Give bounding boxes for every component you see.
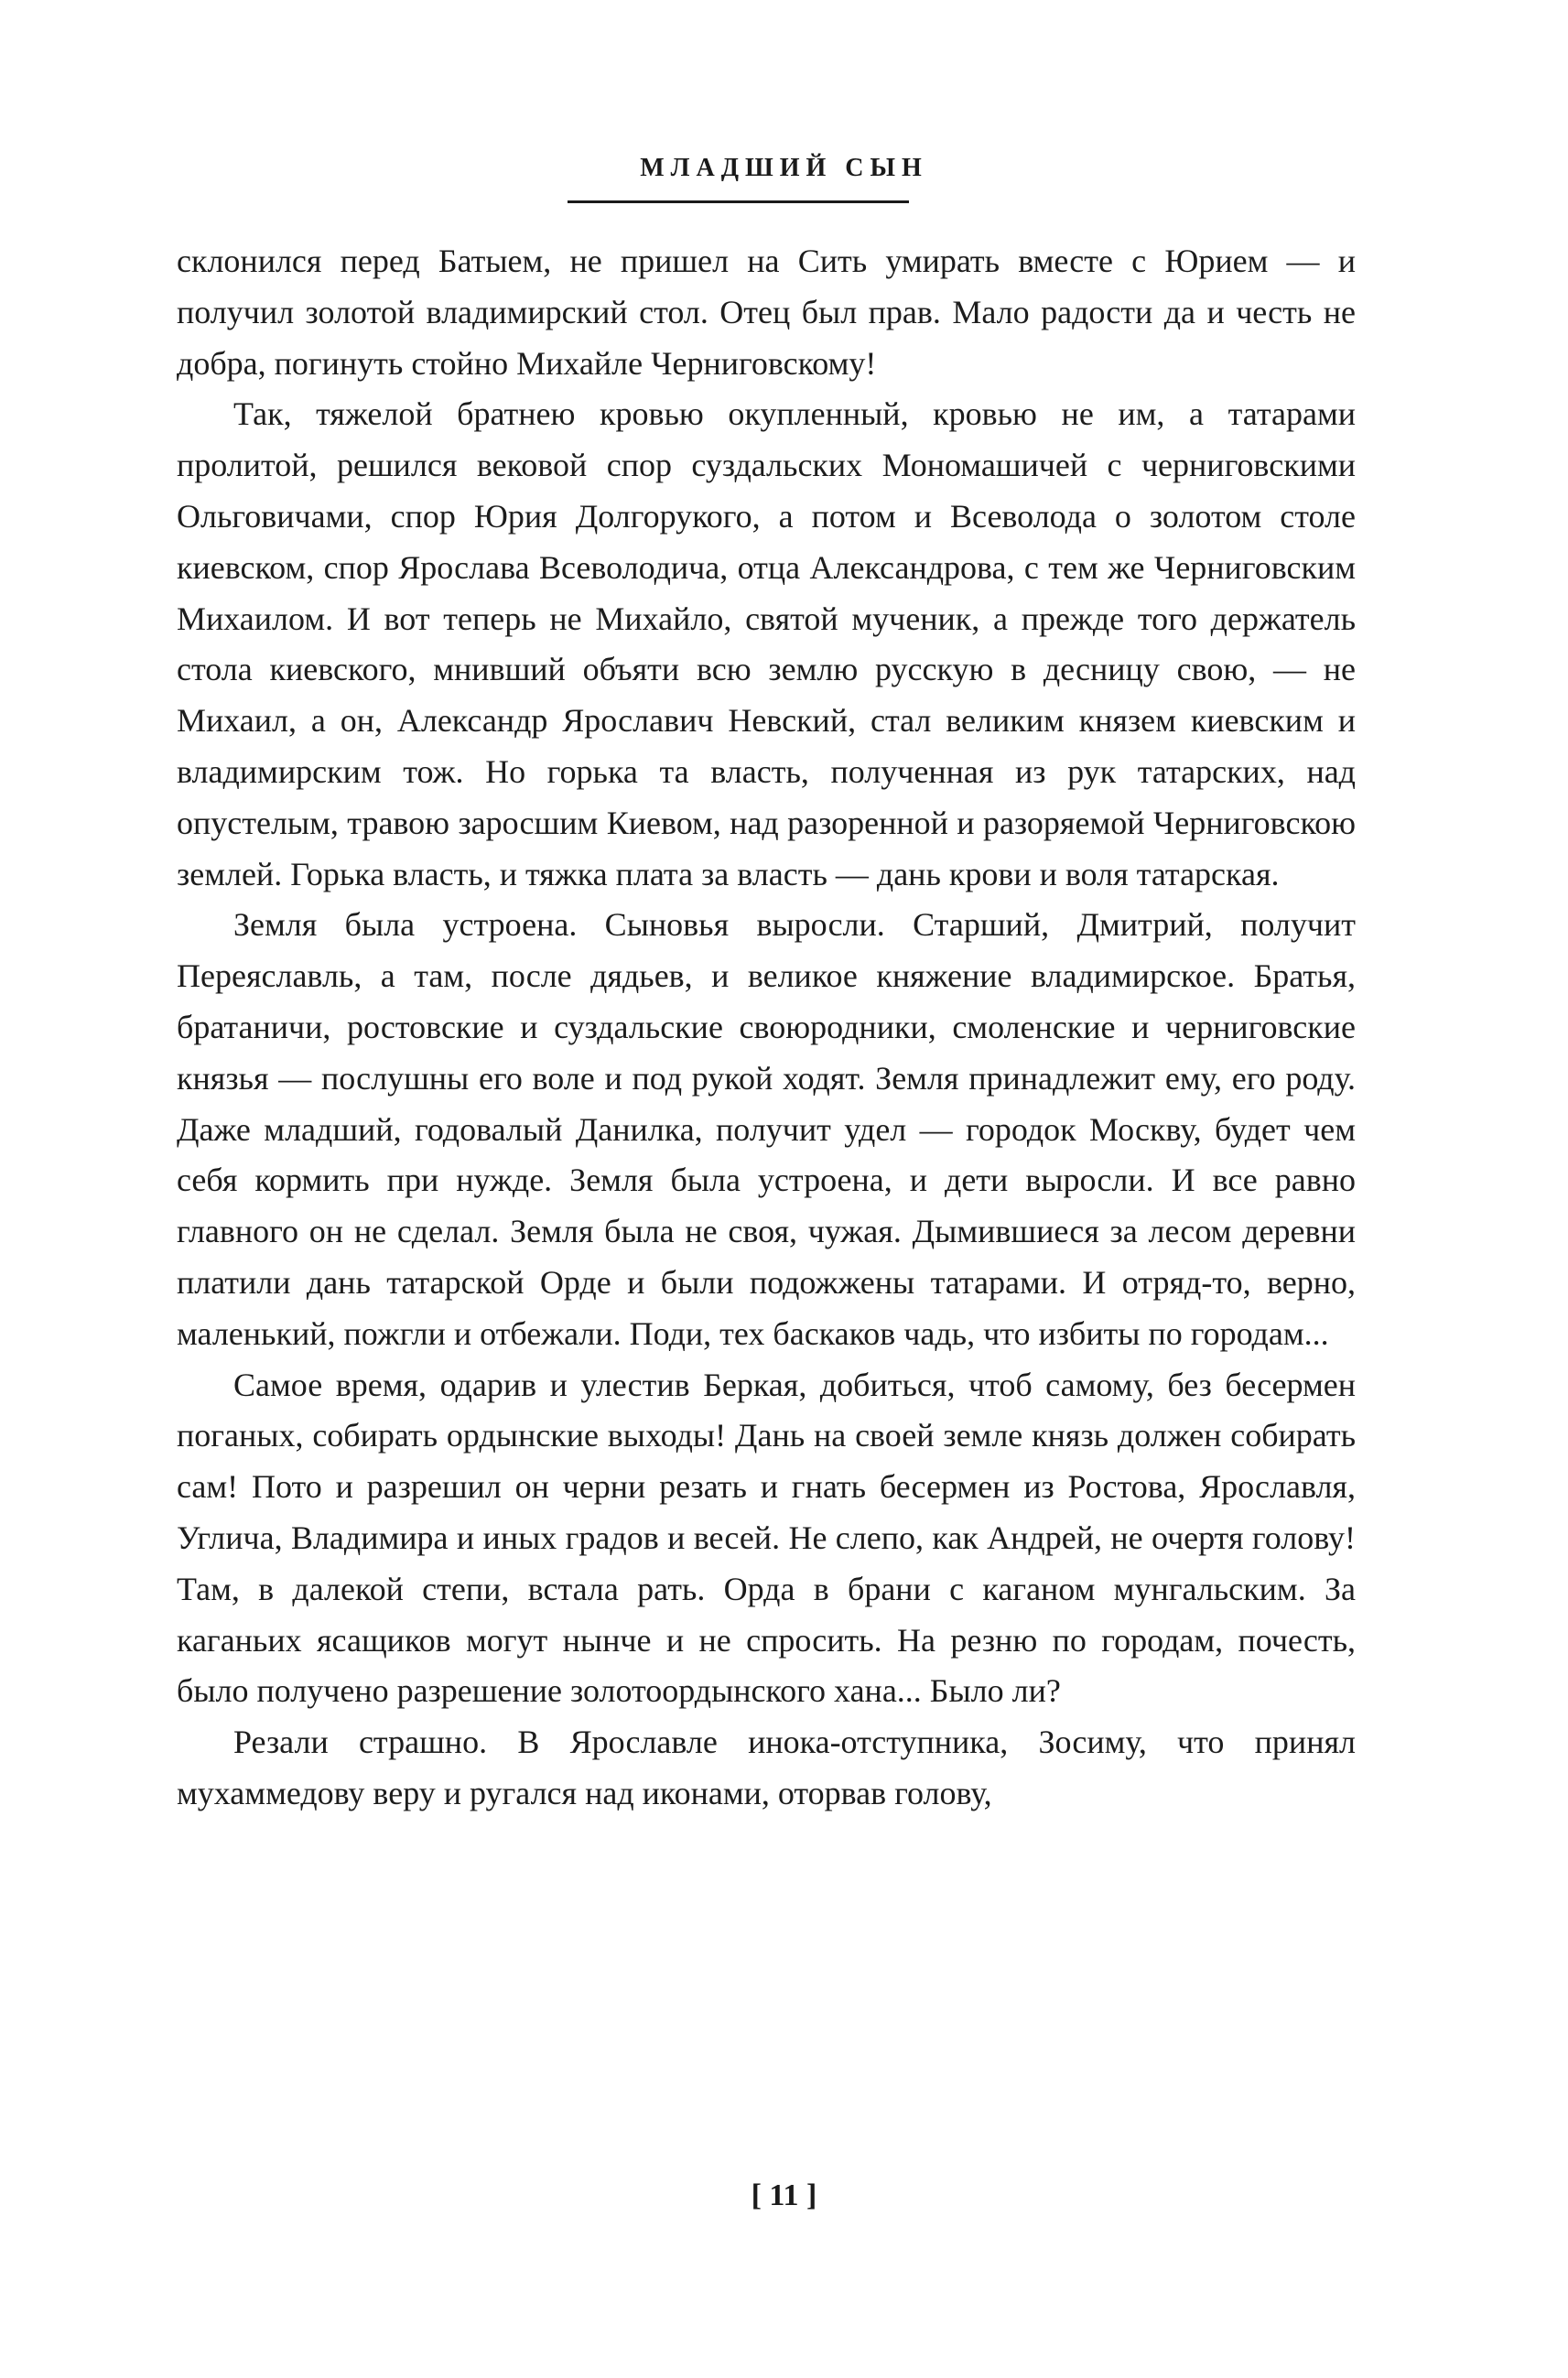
paragraph: склонился перед Батыем, не пришел на Сить умирать вместе с Юрием — и получил золотой владимирский стол. Отец был прав. Мало радости да и честь не добра, погинуть стойно Михайле Черниговскому! <box>177 243 1356 382</box>
running-head <box>0 154 1568 183</box>
paragraph: Самое время, одарив и улестив Беркая, добиться, чтоб самому, без бесермен поганых, собирать ордынские выходы! Дань на своей земле князь должен собирать сам! Пото и разрешил он черни резать и гнать бесермен из Ростова, Ярославля, Углича, Владимира и иных градов и весей. Не слепо, как Андрей, не очертя голову! Там, в далекой степи, встала рать. Орда в брани с каганом мунгальским. За каганьих ясащиков могут нынче и не спросить. На резню по городам, почесть, было получено разрешение золотоордынского хана... Было ли? <box>177 1366 1356 1710</box>
running-title: МЛАДШИЙ СЫН <box>640 154 928 182</box>
paragraph: Резали страшно. В Ярославле инока-отступника, Зосиму, что принял мухаммедову веру и ругался над иконами, оторвав голову, <box>177 1724 1356 1811</box>
header-rule <box>568 200 909 203</box>
body-text <box>177 236 1356 1820</box>
paragraph: Так, тяжелой братнею кровью окупленный, кровью не им, а татарами пролитой, решился вековой спор суздальских Мономашичей с черниговскими Ольговичами, спор Юрия Долгорукого, а потом и Всеволода о золотом столе киевском, спор Ярослава Всеволодича, отца Александрова, с тем же Черниговским Михаилом. И вот теперь не Михайло, святой мученик, а прежде того держатель стола киевского, мнивший объяти всю землю русскую в десницу свою, — не Михаил, а он, Александр Ярославич Невский, стал великим князем киевским и владимирским тож. Но горька та власть, полученная из рук татарских, над опустелым, травою заросшим Киевом, над разоренной и разоряемой Черниговскою землей. Горька власть, и тяжка плата за власть — дань крови и воля татарская. <box>177 395 1356 892</box>
page-number: [ 11 ] <box>751 2178 817 2212</box>
paragraph: Земля была устроена. Сыновья выросли. Старший, Дмитрий, получит Переяславль, а там, после дядьев, и великое княжение владимирское. Братья, братаничи, ростовские и суздальские своюродники, смоленские и черниговские князья — послушны его воле и под рукой ходят. Земля принадлежит ему, его роду. Даже младший, годовалый Данилка, получит удел — городок Москву, будет чем себя кормить при нужде. Земля была устроена, и дети выросли. И все равно главного он не сделал. Земля была не своя, чужая. Дымившиеся за лесом деревни платили дань татарской Орде и были подожжены татарами. И отряд-то, верно, маленький, пожгли и отбежали. Поди, тех баскаков чадь, что избиты по городам... <box>177 906 1356 1352</box>
